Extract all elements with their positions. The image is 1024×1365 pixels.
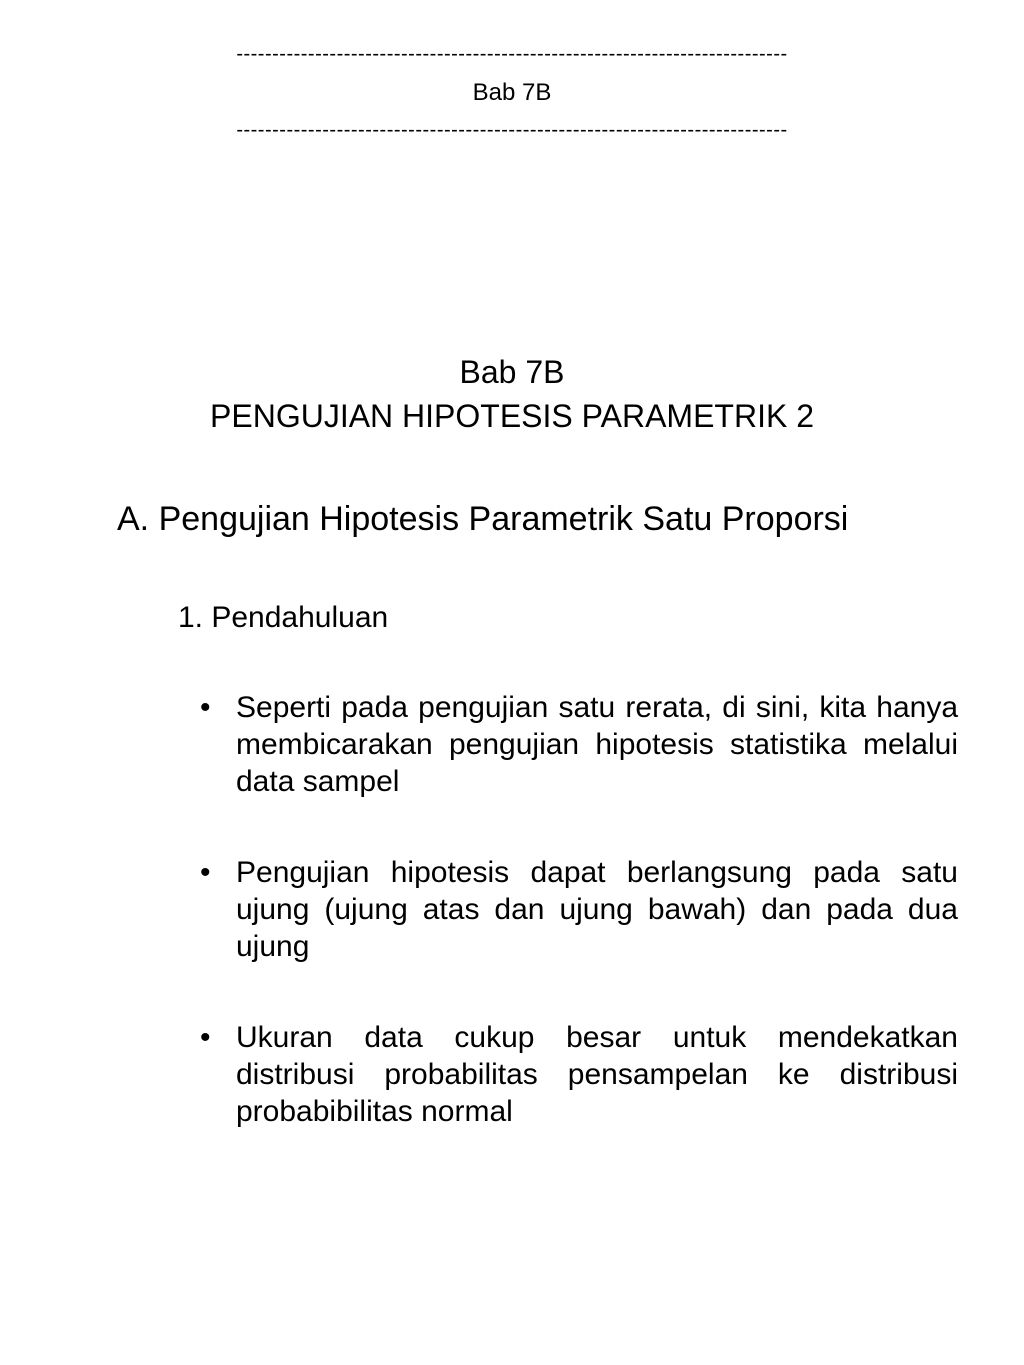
subsection-heading: 1. Pendahuluan [178, 601, 389, 634]
bullet-item [198, 689, 958, 800]
chapter-title: Bab 7B [459, 354, 565, 390]
bullet-text: Ukuran data cukup besar untuk mendekatkan distribusi probabilitas pensampelan ke distribusi probabibilitas normal [236, 1021, 958, 1128]
bullet-text: Seperti pada pengujian satu rerata, di sini, kita hanya membicarakan pengujian hipotesis statistika melalui data sampel [236, 691, 958, 798]
header-label: Bab 7B [472, 79, 552, 106]
bullet-icon: • [200, 856, 211, 889]
section-heading: A. Pengujian Hipotesis Parametrik Satu Proporsi [117, 500, 849, 538]
bullet-list [198, 689, 958, 1184]
bullet-icon: • [200, 1021, 211, 1054]
title-block [0, 350, 1024, 438]
bullet-text: Pengujian hipotesis dapat berlangsung pada satu ujung (ujung atas dan ujung bawah) dan pada dua ujung [236, 856, 958, 963]
bullet-item [198, 1019, 958, 1130]
page-title: PENGUJIAN HIPOTESIS PARAMETRIK 2 [210, 398, 814, 434]
header-rule-bottom: ----------------------------------------------------------------------------- [236, 119, 788, 141]
bullet-item [198, 854, 958, 965]
bullet-icon: • [200, 691, 211, 724]
header-rule-top: ----------------------------------------------------------------------------- [236, 43, 788, 65]
